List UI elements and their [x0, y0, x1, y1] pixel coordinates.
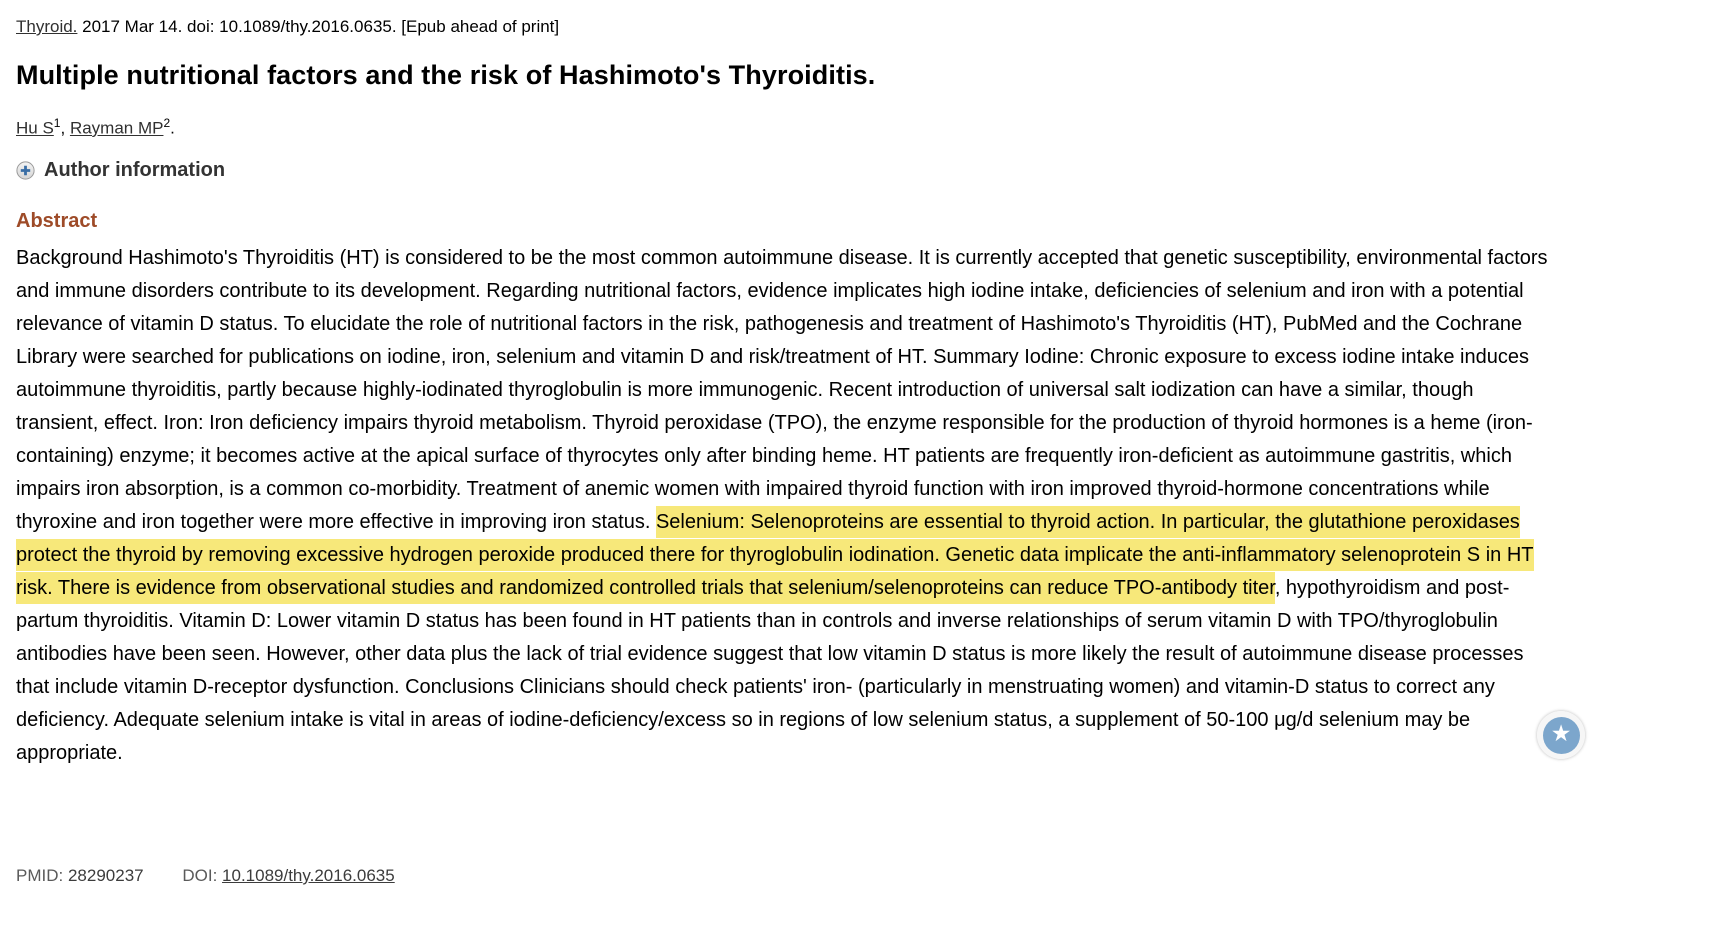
- star-icon: [1543, 717, 1580, 754]
- article-ids: [16, 866, 395, 886]
- pmid-label: PMID:: [16, 866, 64, 885]
- citation-text: 2017 Mar 14. doi: 10.1089/thy.2016.0635. [Epub ahead of print]: [77, 17, 560, 36]
- author-information-label: Author information: [44, 158, 226, 181]
- doi-label: DOI:: [182, 866, 218, 885]
- journal-link[interactable]: Thyroid.: [16, 17, 78, 36]
- author-affiliation-sup: 1: [53, 116, 61, 130]
- highlighted-text: Selenium: Selenoproteins are essential to thyroid action. In particular, the glutathione peroxidases protect the thyroid by removing excessive hydrogen peroxide produced there for thyroglobulin iodination. Genetic data implicate the anti-inflammatory selenoprotein S in HT risk. There is evidence from observational studies and randomized controlled trials that selenium/selenoproteins can reduce TPO-antibody titer: [16, 506, 1534, 604]
- author-list: [16, 111, 1712, 141]
- author-separator: ,: [60, 118, 70, 138]
- abstract-heading: Abstract: [16, 209, 98, 232]
- author-affiliation-sup: 2: [163, 116, 171, 130]
- favorites-badge-button[interactable]: [1537, 711, 1585, 759]
- pmid-value: 28290237: [67, 866, 144, 885]
- abstract-text-part3: , hypothyroidism and post-partum thyroiditis. Vitamin D: Lower vitamin D status has been found in HT patients than in controls and inverse relationships of serum vitamin D with TPO/thyroglobulin antibodies have been seen. However, other data plus the lack of trial evidence suggest that low vitamin D status is more likely the result of autoimmune disease processes that include vitamin D-receptor dysfunction. Conclusions Clinicians should check patients' iron- (particularly in menstruating women) and vitamin-D status to correct any deficiency. Adequate selenium intake is vital in areas of iodine-deficiency/excess so in regions of low selenium status, a supplement of 50-100 μg/d selenium may be appropriate.: [16, 576, 1524, 764]
- journal-citation: [16, 16, 1712, 37]
- abstract-text: [16, 242, 1556, 770]
- author-terminator: .: [170, 118, 175, 138]
- plus-circle-icon[interactable]: [16, 161, 35, 180]
- doi-link[interactable]: 10.1089/thy.2016.0635: [222, 866, 395, 885]
- author-link-rayman-mp[interactable]: Rayman MP: [69, 118, 164, 138]
- star-glyph: ★: [1550, 720, 1572, 747]
- abstract-text-part1: Background Hashimoto's Thyroiditis (HT) is considered to be the most common autoimmune disease. It is currently accepted that genetic susceptibility, environmental factors and immune disorders contribute to its development. Regarding nutritional factors, evidence implicates high iodine intake, deficiencies of selenium and iron with a potential relevance of vitamin D status. To elucidate the role of nutritional factors in the risk, pathogenesis and treatment of Hashimoto's Thyroiditis (HT), PubMed and the Cochrane Library were searched for publications on iodine, iron, selenium and vitamin D and risk/treatment of HT. Summary Iodine: Chronic exposure to excess iodine intake induces autoimmune thyroiditis, partly because highly-iodinated thyroglobulin is more immunogenic. Recent introduction of universal salt iodization can have a similar, though transient, effect. Iron: Iron deficiency impairs thyroid metabolism. Thyroid peroxidase (TPO), the enzyme responsible for the production of thyroid hormones is a heme (iron-containing) enzyme; it becomes active at the apical surface of thyrocytes only after binding heme. HT patients are frequently iron-deficient as autoimmune gastritis, which impairs iron absorption, is a common co-morbidity. Treatment of anemic women with impaired thyroid function with iron improved thyroid-hormone concentrations while thyroxine and iron together were more effective in improving iron status.: [16, 246, 1548, 533]
- author-information-toggle[interactable]: [16, 159, 225, 182]
- author-link-hu-s[interactable]: Hu S: [16, 118, 54, 138]
- article-title: Multiple nutritional factors and the risk of Hashimoto's Thyroiditis.: [16, 60, 876, 90]
